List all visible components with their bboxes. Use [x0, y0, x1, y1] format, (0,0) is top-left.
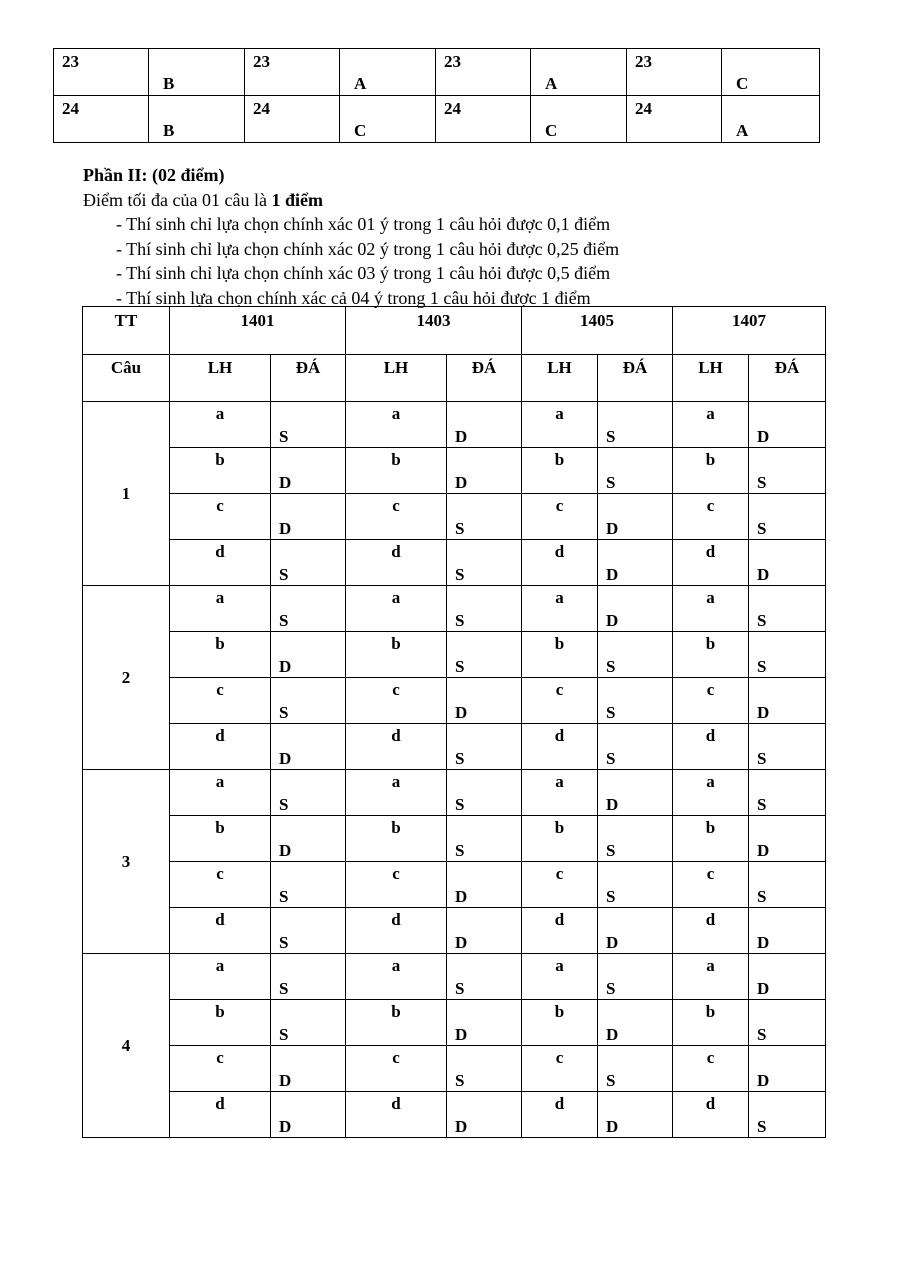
answer-cell: S	[447, 632, 522, 678]
option-letter-cell: c	[346, 678, 447, 724]
rule-item: - Thí sinh lựa chọn chính xác cả 04 ý trong 1 câu hỏi được 1 điểm	[116, 286, 619, 311]
option-letter-cell: c	[346, 494, 447, 540]
answer-cell: S	[271, 954, 346, 1000]
question-number-cell: 23	[54, 49, 149, 96]
da-header: ĐÁ	[447, 355, 522, 402]
option-letter-cell: d	[673, 540, 749, 586]
rule-item: - Thí sinh chỉ lựa chọn chính xác 01 ý trong 1 câu hỏi được 0,1 điểm	[116, 212, 619, 237]
answer-letter: C	[354, 121, 367, 140]
option-letter-cell: d	[522, 540, 598, 586]
answer-cell: D	[271, 816, 346, 862]
option-letter-cell: a	[673, 586, 749, 632]
answer-cell: S	[749, 724, 826, 770]
table-row	[83, 724, 826, 770]
answer-cell: D	[447, 908, 522, 954]
option-letter-cell: d	[673, 724, 749, 770]
part2-max-score: Điểm tối đa của 01 câu là 1 điểm	[83, 189, 323, 210]
option-letter-cell: c	[170, 494, 271, 540]
answer-cell: D	[749, 540, 826, 586]
table-row	[83, 1000, 826, 1046]
option-letter-cell: c	[346, 1046, 447, 1092]
option-letter-cell: b	[522, 632, 598, 678]
answer-cell: S	[271, 586, 346, 632]
option-letter-cell: b	[170, 632, 271, 678]
answer-cell: S	[447, 494, 522, 540]
option-letter-cell: c	[170, 862, 271, 908]
option-letter-cell: b	[346, 816, 447, 862]
answer-cell: S	[271, 540, 346, 586]
answer-cell: S	[271, 1000, 346, 1046]
option-letter-cell: c	[346, 862, 447, 908]
option-letter-cell: d	[346, 724, 447, 770]
answer-cell: S	[598, 1046, 673, 1092]
answer-cell: D	[598, 770, 673, 816]
rule-item: - Thí sinh chỉ lựa chọn chính xác 03 ý trong 1 câu hỏi được 0,5 điểm	[116, 261, 619, 286]
option-letter-cell: c	[673, 494, 749, 540]
table-row	[83, 678, 826, 724]
rule-item: - Thí sinh chỉ lựa chọn chính xác 02 ý trong 1 câu hỏi được 0,25 điểm	[116, 237, 619, 262]
lh-header: LH	[673, 355, 749, 402]
question-number-cell: 24	[627, 96, 722, 143]
option-letter-cell: d	[673, 1092, 749, 1138]
answer-letter: C	[545, 121, 558, 140]
answer-cell: S	[749, 586, 826, 632]
answer-cell: S	[598, 862, 673, 908]
option-letter-cell: c	[673, 678, 749, 724]
option-letter-cell: b	[346, 1000, 447, 1046]
option-letter-cell: b	[673, 1000, 749, 1046]
option-letter-cell: a	[170, 954, 271, 1000]
table-row	[83, 494, 826, 540]
option-letter-cell: d	[522, 1092, 598, 1138]
answer-cell: D	[271, 448, 346, 494]
answer-letter: B	[163, 74, 175, 93]
option-letter-cell: a	[673, 770, 749, 816]
part2-heading: Phần II: (02 điểm)	[83, 165, 225, 185]
lh-header: LH	[346, 355, 447, 402]
option-letter-cell: d	[346, 908, 447, 954]
answer-cell: S	[598, 724, 673, 770]
answer-cell: S	[271, 908, 346, 954]
answer-cell	[531, 49, 627, 96]
question-number-cell: 23	[245, 49, 340, 96]
question-number-cell: 1	[83, 402, 170, 586]
answer-cell: D	[598, 586, 673, 632]
option-letter-cell: b	[346, 448, 447, 494]
option-letter-cell: d	[170, 908, 271, 954]
answer-cell: D	[749, 402, 826, 448]
option-letter-cell: b	[346, 632, 447, 678]
question-number-cell: 4	[83, 954, 170, 1138]
answer-cell	[149, 96, 245, 143]
lh-header: LH	[170, 355, 271, 402]
answer-cell: S	[271, 402, 346, 448]
option-letter-cell: a	[522, 770, 598, 816]
answer-cell: D	[598, 908, 673, 954]
answer-letter: A	[736, 121, 749, 140]
answer-cell: S	[598, 402, 673, 448]
answer-cell: D	[271, 724, 346, 770]
da-header: ĐÁ	[749, 355, 826, 402]
table-row	[83, 816, 826, 862]
option-letter-cell: a	[170, 402, 271, 448]
table-subheader-row	[83, 355, 826, 402]
da-header: ĐÁ	[598, 355, 673, 402]
question-number-cell: 24	[245, 96, 340, 143]
answer-letter: C	[736, 74, 749, 93]
table-row	[83, 954, 826, 1000]
option-letter-cell: d	[522, 724, 598, 770]
table-row	[83, 540, 826, 586]
question-number-cell: 3	[83, 770, 170, 954]
answer-cell: D	[271, 494, 346, 540]
option-letter-cell: b	[522, 816, 598, 862]
answer-cell: S	[447, 540, 522, 586]
option-letter-cell: d	[170, 724, 271, 770]
answer-cell: S	[598, 678, 673, 724]
answer-cell: S	[749, 1092, 826, 1138]
answer-cell: S	[749, 494, 826, 540]
option-letter-cell: b	[522, 448, 598, 494]
code-header: 1401	[170, 307, 346, 355]
answer-cell: S	[749, 770, 826, 816]
answer-cell: D	[447, 862, 522, 908]
answer-cell: S	[447, 1046, 522, 1092]
part2-section	[83, 163, 619, 310]
option-letter-cell: c	[170, 1046, 271, 1092]
answer-cell: S	[749, 632, 826, 678]
part2-rules-list	[83, 212, 619, 310]
option-letter-cell: b	[170, 448, 271, 494]
answer-cell: S	[598, 448, 673, 494]
option-letter-cell: c	[522, 678, 598, 724]
option-letter-cell: a	[346, 954, 447, 1000]
answer-cell: S	[598, 632, 673, 678]
question-number-cell: 2	[83, 586, 170, 770]
option-letter-cell: d	[346, 540, 447, 586]
answer-cell: D	[447, 678, 522, 724]
answer-cell: D	[749, 954, 826, 1000]
option-letter-cell: b	[170, 816, 271, 862]
answer-cell: D	[447, 402, 522, 448]
code-header: 1403	[346, 307, 522, 355]
answer-cell: D	[447, 1000, 522, 1046]
answer-cell: D	[447, 448, 522, 494]
table-row	[54, 49, 820, 96]
table-row	[83, 632, 826, 678]
answer-cell: D	[598, 494, 673, 540]
option-letter-cell: c	[522, 862, 598, 908]
question-number-cell: 24	[54, 96, 149, 143]
answer-cell: S	[271, 862, 346, 908]
answer-cell: S	[447, 816, 522, 862]
answer-letter: A	[545, 74, 558, 93]
answer-cell: S	[598, 954, 673, 1000]
answer-cell	[722, 49, 820, 96]
option-letter-cell: b	[673, 816, 749, 862]
option-letter-cell: a	[522, 402, 598, 448]
option-letter-cell: a	[170, 586, 271, 632]
part2-answer-table	[82, 306, 826, 1138]
code-header: 1407	[673, 307, 826, 355]
option-letter-cell: d	[673, 908, 749, 954]
answer-cell: S	[271, 678, 346, 724]
question-number-cell: 23	[627, 49, 722, 96]
da-header: ĐÁ	[271, 355, 346, 402]
answer-cell: S	[447, 770, 522, 816]
option-letter-cell: c	[170, 678, 271, 724]
option-letter-cell: b	[673, 448, 749, 494]
answer-letter: B	[163, 121, 175, 140]
tt-header: TT	[83, 307, 170, 355]
answer-cell: D	[749, 678, 826, 724]
option-letter-cell: a	[346, 770, 447, 816]
answer-cell: D	[749, 1046, 826, 1092]
answer-cell: S	[447, 724, 522, 770]
option-letter-cell: a	[673, 954, 749, 1000]
option-letter-cell: a	[673, 402, 749, 448]
option-letter-cell: a	[346, 402, 447, 448]
option-letter-cell: b	[522, 1000, 598, 1046]
option-letter-cell: d	[346, 1092, 447, 1138]
answer-cell: D	[447, 1092, 522, 1138]
option-letter-cell: c	[522, 1046, 598, 1092]
table-row	[83, 586, 826, 632]
table-row	[83, 908, 826, 954]
answer-cell: S	[749, 862, 826, 908]
answer-cell: D	[598, 1092, 673, 1138]
option-letter-cell: a	[522, 586, 598, 632]
option-letter-cell: c	[522, 494, 598, 540]
table-row	[83, 448, 826, 494]
table-row	[83, 1046, 826, 1092]
answer-cell: S	[271, 770, 346, 816]
question-number-cell: 24	[436, 96, 531, 143]
option-letter-cell: c	[673, 1046, 749, 1092]
answer-cell: D	[271, 1046, 346, 1092]
answer-cell: D	[749, 908, 826, 954]
answer-cell: D	[598, 540, 673, 586]
answer-cell	[340, 49, 436, 96]
answer-cell	[722, 96, 820, 143]
answer-cell	[149, 49, 245, 96]
option-letter-cell: d	[522, 908, 598, 954]
lh-header: LH	[522, 355, 598, 402]
cau-header: Câu	[83, 355, 170, 402]
option-letter-cell: a	[346, 586, 447, 632]
answer-cell: S	[598, 816, 673, 862]
answer-cell: D	[749, 816, 826, 862]
question-number-cell: 23	[436, 49, 531, 96]
table-row	[83, 1092, 826, 1138]
answer-cell	[340, 96, 436, 143]
answer-letter: A	[354, 74, 367, 93]
option-letter-cell: c	[673, 862, 749, 908]
option-letter-cell: d	[170, 1092, 271, 1138]
table-row	[83, 862, 826, 908]
answer-cell: D	[598, 1000, 673, 1046]
option-letter-cell: b	[170, 1000, 271, 1046]
part1-answer-table	[53, 48, 820, 143]
answer-cell: D	[271, 1092, 346, 1138]
option-letter-cell: a	[170, 770, 271, 816]
answer-cell: S	[749, 1000, 826, 1046]
answer-cell	[531, 96, 627, 143]
option-letter-cell: a	[522, 954, 598, 1000]
code-header: 1405	[522, 307, 673, 355]
answer-cell: D	[271, 632, 346, 678]
table-row	[54, 96, 820, 143]
answer-cell: S	[447, 954, 522, 1000]
answer-cell: S	[749, 448, 826, 494]
option-letter-cell: b	[673, 632, 749, 678]
answer-cell: S	[447, 586, 522, 632]
option-letter-cell: d	[170, 540, 271, 586]
table-header-row	[83, 307, 826, 355]
table-row	[83, 770, 826, 816]
table-row	[83, 402, 826, 448]
